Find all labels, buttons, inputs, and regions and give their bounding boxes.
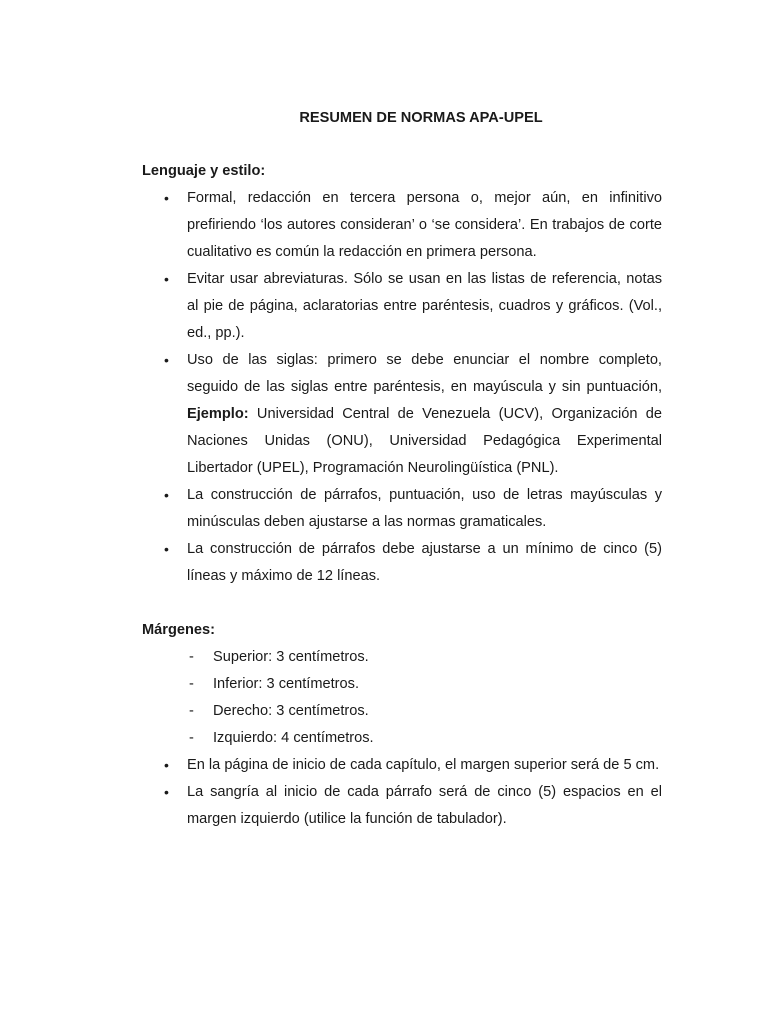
- list-item-text: La sangría al inicio de cada párrafo será de cinco (5) espacios en el margen izquierdo (utilice la función de tabulador).: [187, 784, 662, 827]
- list-item-text: Izquierdo: 4 centímetros.: [213, 730, 374, 746]
- bullet-icon: •: [164, 784, 169, 800]
- list-item: [142, 671, 662, 698]
- section-heading-margenes: Márgenes:: [142, 622, 215, 638]
- dash-icon: -: [189, 676, 194, 692]
- list-item: [142, 644, 662, 671]
- bullet-icon: •: [164, 190, 169, 206]
- list-item: [142, 779, 662, 833]
- list-item: [142, 698, 662, 725]
- list-item-text: Inferior: 3 centímetros.: [213, 676, 359, 692]
- list-item: [142, 536, 662, 590]
- list-item: [142, 347, 662, 482]
- bullet-icon: •: [164, 757, 169, 773]
- list-item: [142, 482, 662, 536]
- list-item-text-before: Uso de las siglas: primero se debe enunciar el nombre completo, seguido de las siglas entre paréntesis, en mayúscula y sin puntuación,: [187, 352, 662, 395]
- bullet-icon: •: [164, 487, 169, 503]
- dash-icon: -: [189, 703, 194, 719]
- margenes-bullet-list: [142, 752, 662, 833]
- list-item: [142, 752, 662, 779]
- list-item: [142, 185, 662, 266]
- section-heading-lenguaje: Lenguaje y estilo:: [142, 163, 266, 179]
- list-item: [142, 725, 662, 752]
- list-item-text: En la página de inicio de cada capítulo, el margen superior será de 5 cm.: [187, 757, 660, 773]
- document-title: RESUMEN DE NORMAS APA-UPEL: [299, 110, 543, 126]
- list-item-text: La construcción de párrafos, puntuación, uso de letras mayúsculas y minúsculas deben ajustarse a las normas gramaticales.: [187, 487, 662, 530]
- dash-icon: -: [189, 649, 194, 665]
- list-item-text: Superior: 3 centímetros.: [213, 649, 369, 665]
- list-item-text: Derecho: 3 centímetros.: [213, 703, 369, 719]
- lenguaje-bullet-list: [142, 185, 662, 590]
- list-item-text: La construcción de párrafos debe ajustarse a un mínimo de cinco (5) líneas y máximo de 12 líneas.: [187, 541, 662, 584]
- bullet-icon: •: [164, 352, 169, 368]
- list-item: [142, 266, 662, 347]
- list-item-text: Evitar usar abreviaturas. Sólo se usan en las listas de referencia, notas al pie de página, aclaratorias entre paréntesis, cuadros y gráficos. (Vol., ed., pp.).: [187, 271, 662, 341]
- example-label: Ejemplo:: [187, 406, 249, 422]
- bullet-icon: •: [164, 541, 169, 557]
- list-item-text-after: Universidad Central de Venezuela (UCV), Organización de Naciones Unidas (ONU), Universidad Pedagógica Experimental Libertador (UPEL), Programación Neurolingüística (PNL).: [187, 406, 662, 476]
- margenes-dash-list: [142, 644, 662, 752]
- bullet-icon: •: [164, 271, 169, 287]
- dash-icon: -: [189, 730, 194, 746]
- list-item-text: Formal, redacción en tercera persona o, mejor aún, en infinitivo prefiriendo ‘los autores consideran’ o ‘se considera’. En trabajos de corte cualitativo es común la redacción en primera persona.: [187, 190, 662, 260]
